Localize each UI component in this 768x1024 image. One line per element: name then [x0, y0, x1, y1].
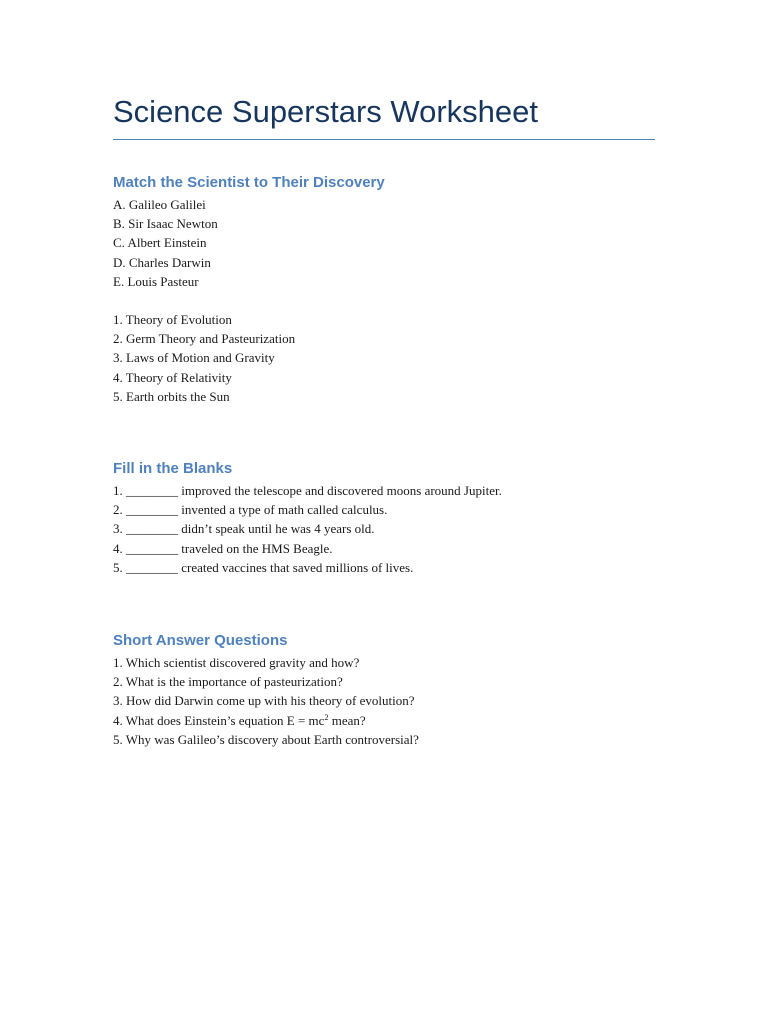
fill-blanks-heading: Fill in the Blanks	[113, 460, 233, 477]
short-answer-question: 5. Why was Galileo’s discovery about Earth controversial?	[113, 731, 419, 747]
discovery-item: 3. Laws of Motion and Gravity	[113, 350, 275, 366]
match-section-heading: Match the Scientist to Their Discovery	[113, 174, 385, 191]
short-answer-list	[113, 653, 655, 749]
superscript-exponent: 2	[324, 712, 329, 722]
short-answer-question: 3. How did Darwin come up with his theory of evolution?	[113, 693, 415, 709]
fill-blanks-section	[113, 457, 655, 577]
short-answer-heading: Short Answer Questions	[113, 632, 288, 649]
discovery-item: 4. Theory of Relativity	[113, 369, 232, 385]
question-text-end: mean?	[328, 712, 366, 728]
discovery-item: 2. Germ Theory and Pasteurization	[113, 331, 296, 347]
scientist-item: A. Galileo Galilei	[113, 197, 206, 212]
scientist-list	[113, 195, 655, 291]
fill-blanks-list	[113, 481, 655, 577]
fill-blank-item: 1. ________ improved the telescope and discovered moons around Jupiter.	[113, 483, 502, 498]
scientist-item: E. Louis Pasteur	[113, 273, 199, 289]
worksheet-title: Science Superstars Worksheet	[113, 94, 539, 129]
short-answer-section	[113, 629, 655, 749]
discovery-list	[113, 310, 655, 406]
fill-blank-item: 2. ________ invented a type of math called calculus.	[113, 502, 388, 518]
question-text: 4. What does Einstein’s equation E = mc	[113, 712, 325, 728]
short-answer-question: 1. Which scientist discovered gravity and how?	[113, 655, 360, 670]
fill-blank-item: 3. ________ didn’t speak until he was 4 years old.	[113, 521, 375, 537]
scientist-item: B. Sir Isaac Newton	[113, 216, 218, 232]
fill-blank-item: 4. ________ traveled on the HMS Beagle.	[113, 540, 333, 556]
fill-blank-item: 5. ________ created vaccines that saved millions of lives.	[113, 559, 414, 575]
scientist-item: C. Albert Einstein	[113, 235, 207, 251]
short-answer-question: 2. What is the importance of pasteurization?	[113, 674, 343, 690]
title-underline-rule	[113, 139, 655, 140]
scientist-item: D. Charles Darwin	[113, 254, 211, 270]
discovery-item: 1. Theory of Evolution	[113, 312, 232, 328]
list-spacer	[113, 291, 655, 310]
short-answer-question	[113, 711, 655, 730]
discovery-item: 5. Earth orbits the Sun	[113, 388, 230, 404]
match-section	[113, 171, 655, 406]
